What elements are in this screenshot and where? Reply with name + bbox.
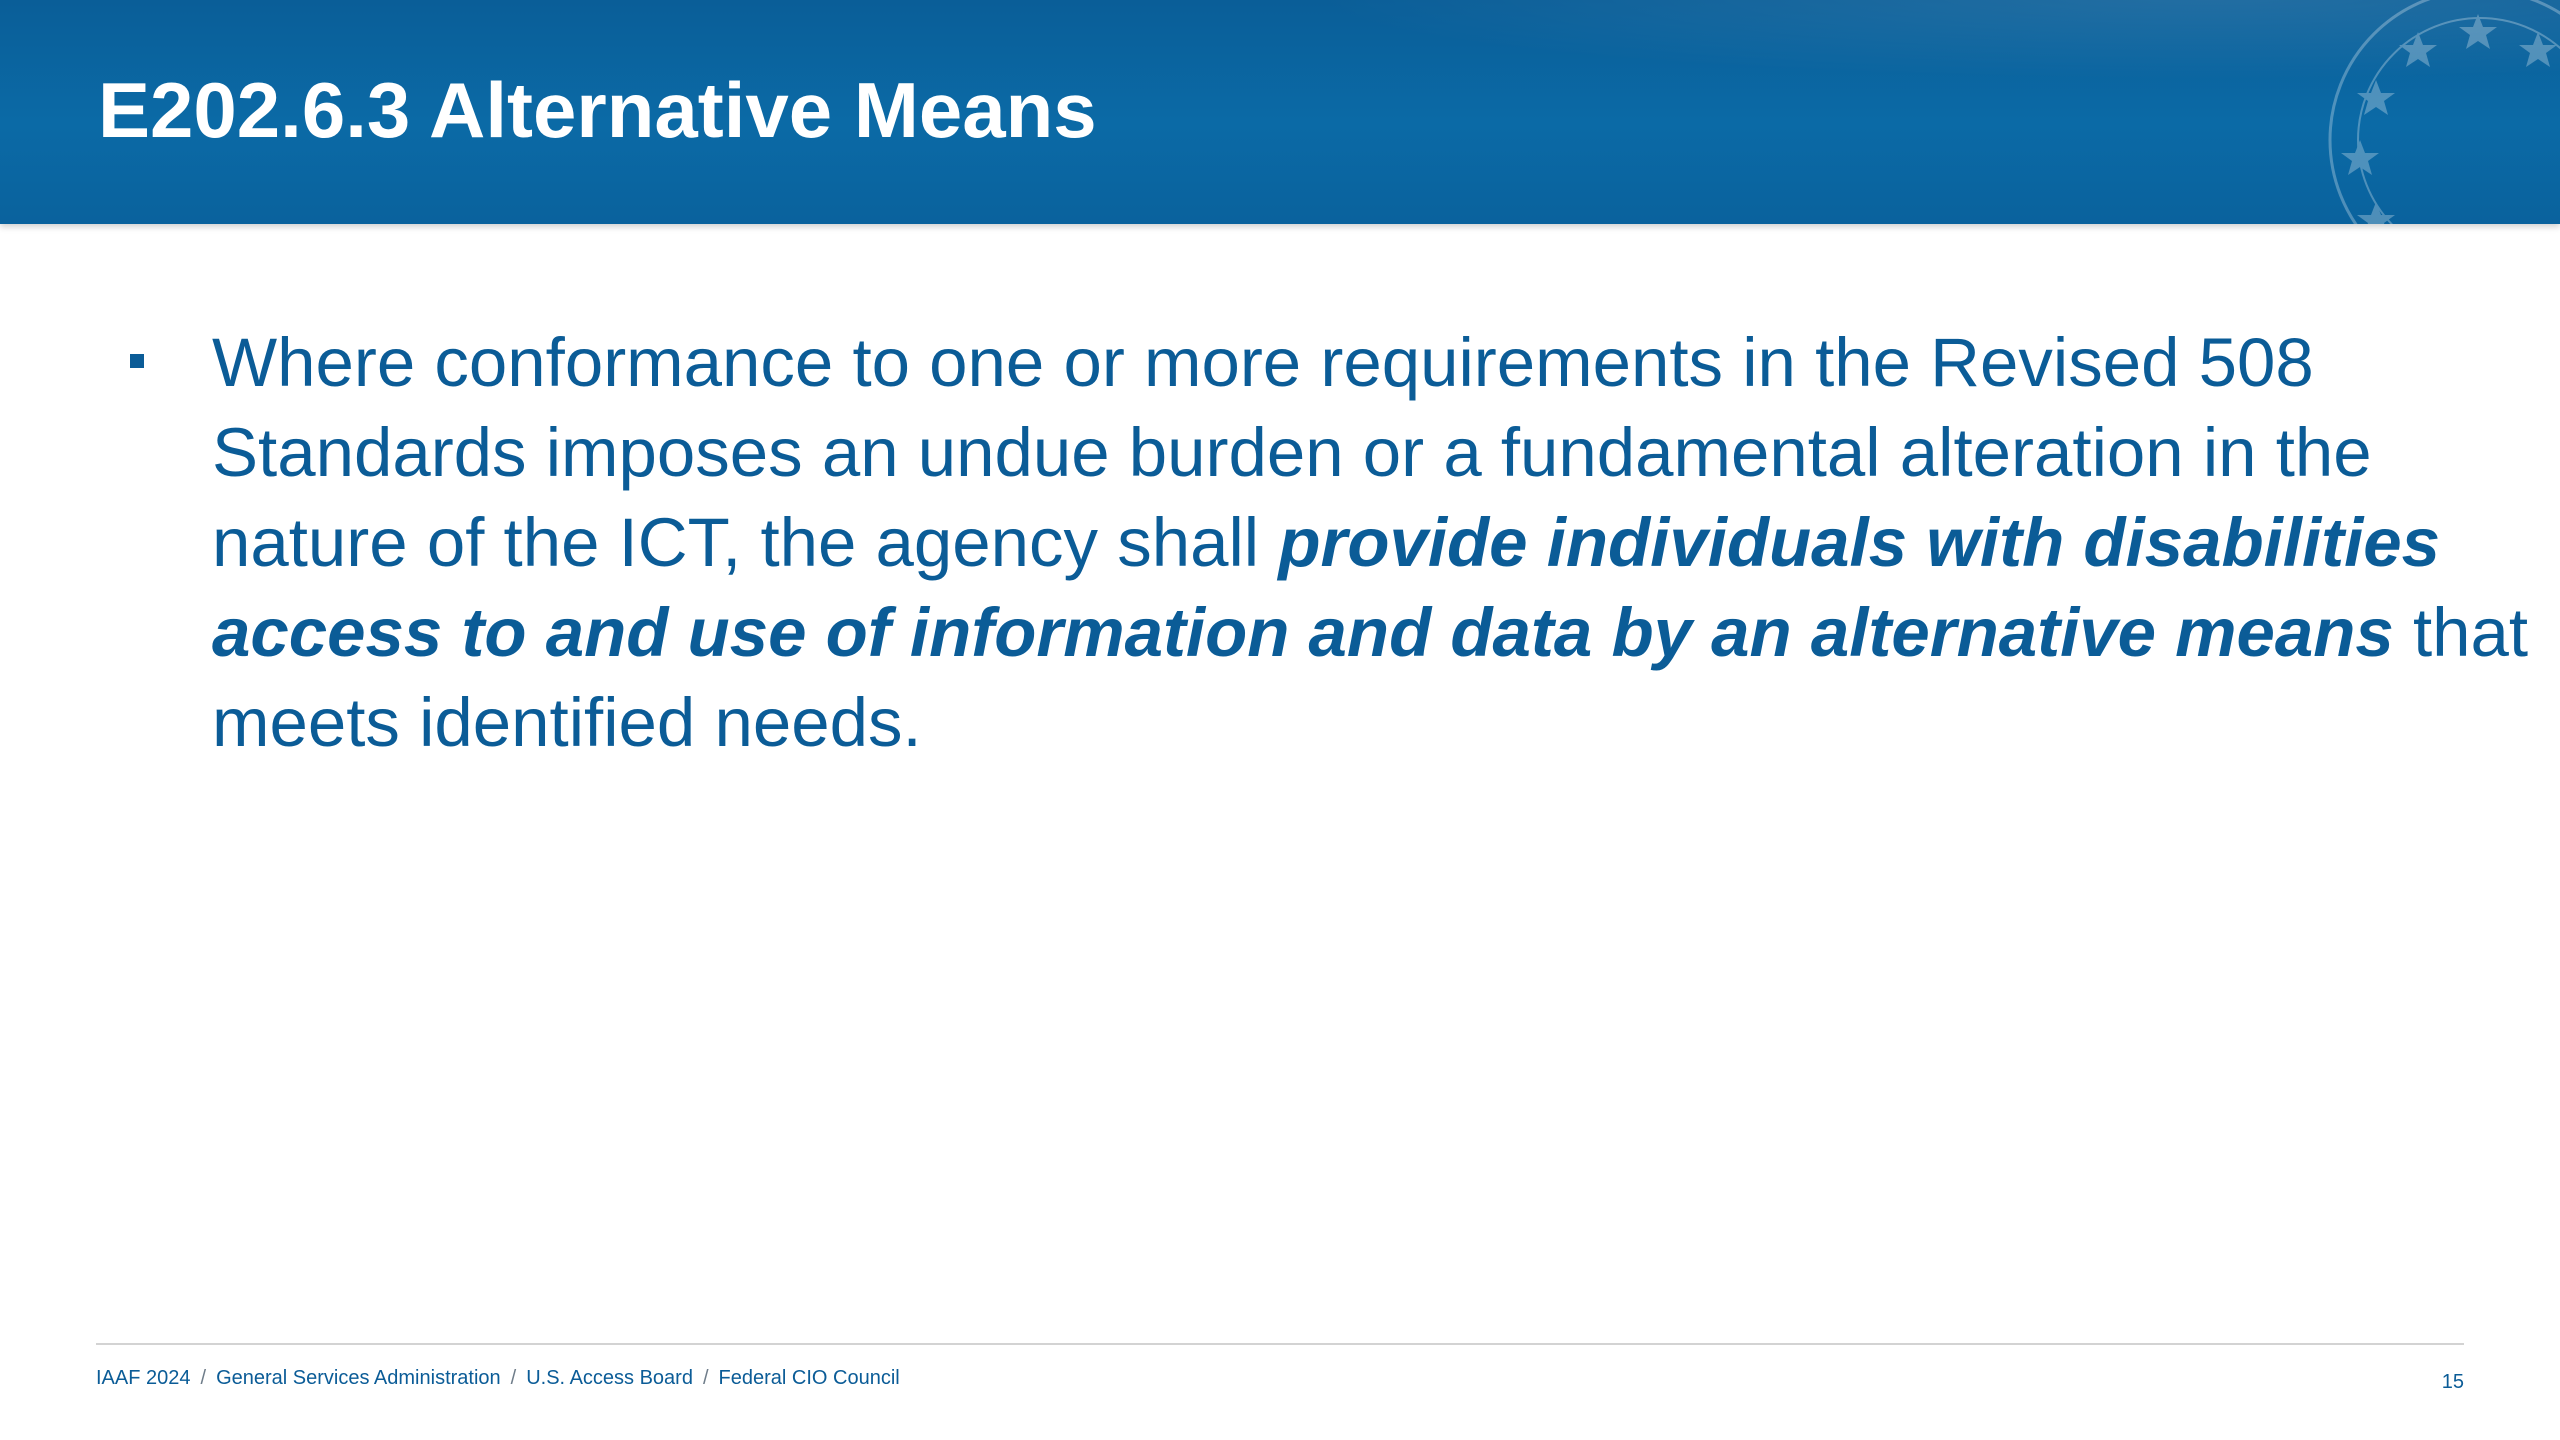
footer-item-event: IAAF 2024 <box>96 1367 191 1389</box>
footer-item-access-board: U.S. Access Board <box>526 1367 693 1389</box>
footer-item-cio-council: Federal CIO Council <box>718 1367 900 1389</box>
footer-divider <box>96 1343 2464 1345</box>
page-number: 15 <box>2441 1371 2464 1393</box>
square-bullet-icon <box>130 354 144 368</box>
footer-separator: / <box>702 1367 709 1389</box>
slide-title: E202.6.3 Alternative Means <box>98 66 1097 154</box>
footer-credits <box>96 1367 900 1390</box>
bullet-text-before: Where conformance to one or more requirements in the Revised 508 Standards imposes an undue burden or a fundamental alteration in the nature of the ICT, the agency shall <box>212 324 2372 581</box>
star-seal-icon <box>2310 0 2560 224</box>
bullet-text <box>212 318 2542 768</box>
bullet-text-after: that meets identified needs. <box>212 594 2529 761</box>
bullet-text-emphasis: provide individuals with disabilities access to and use of information and data by an alternative means <box>212 504 2441 671</box>
header-band <box>0 0 2560 224</box>
footer-separator: / <box>510 1367 517 1389</box>
footer-item-gsa: General Services Administration <box>216 1367 501 1389</box>
footer-separator: / <box>200 1367 207 1389</box>
